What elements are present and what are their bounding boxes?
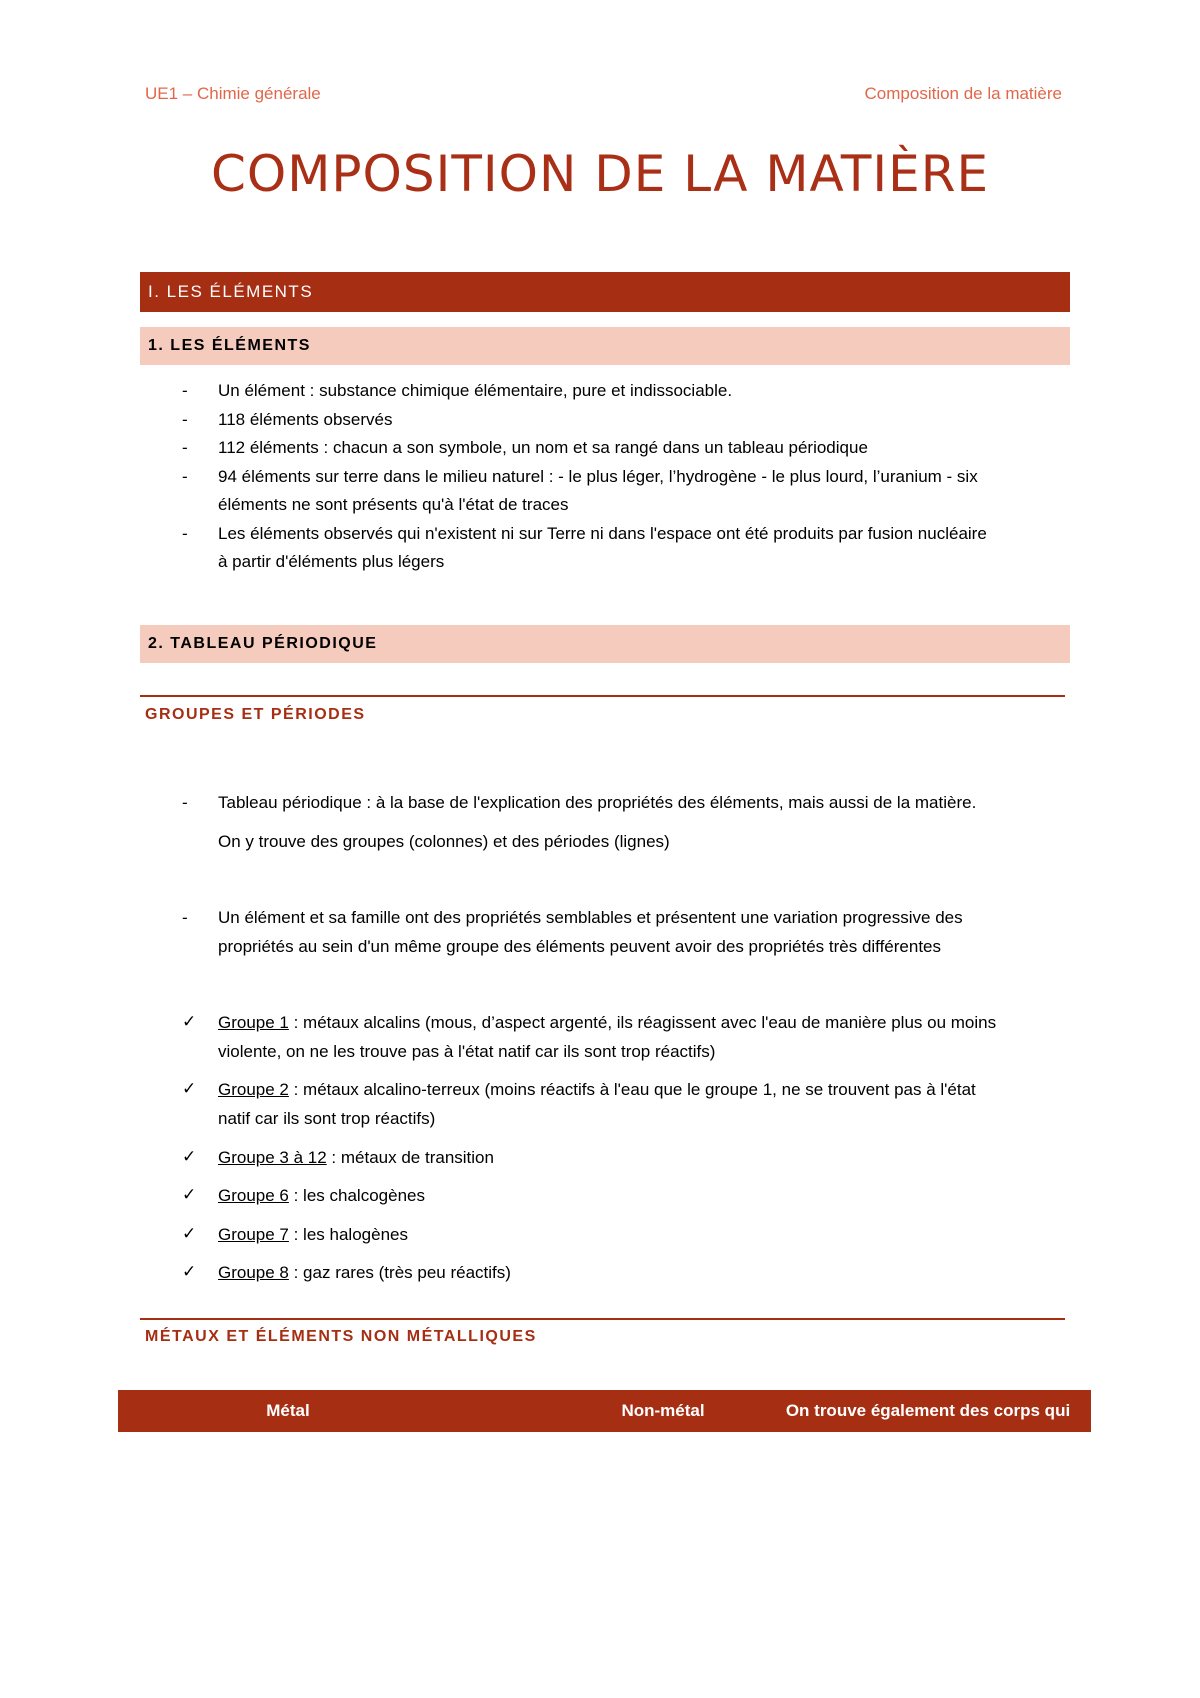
checklist-continuation: natif car ils sont trop réactifs) (218, 1109, 436, 1128)
paragraph-line: propriétés au sein d'un même groupe des éléments peuvent avoir des propriétés très différentes (218, 937, 942, 956)
divider (140, 1318, 1065, 1320)
dash-bullet: - (182, 908, 188, 927)
list-item-continuation: à partir d'éléments plus légers (218, 552, 445, 571)
divider (140, 695, 1065, 697)
section-heading-elements: I. LES ÉLÉMENTS (140, 272, 1070, 312)
table-header-cell: Métal (266, 1401, 310, 1420)
group-label: Groupe 3 à 12 (218, 1148, 327, 1167)
header-course-label: UE1 – Chimie générale (145, 84, 321, 103)
subheading-metals: MÉTAUX ET ÉLÉMENTS NON MÉTALLIQUES (145, 1328, 537, 1345)
list-item: - 118 éléments observés (182, 405, 1062, 434)
checklist-item: ✓ Groupe 8 : gaz rares (très peu réactifs) (182, 1258, 1062, 1287)
page-title: COMPOSITION DE LA MATIÈRE (210, 145, 990, 203)
checkmark-icon: ✓ (182, 1147, 197, 1167)
table-header-row (118, 1390, 1091, 1432)
list-item: - Un élément : substance chimique élémentaire, pure et indissociable. (182, 376, 1062, 405)
table-header-cell: Non-métal (621, 1401, 705, 1420)
subheading-groups-periods: GROUPES ET PÉRIODES (145, 706, 366, 723)
dash-bullet: - (182, 793, 188, 812)
list-item: - Les éléments observés qui n'existent ni sur Terre ni dans l'espace ont été produits par fusion nucléaire (182, 519, 1062, 548)
checklist-item: ✓ Groupe 6 : les chalcogènes (182, 1181, 1062, 1210)
checklist-continuation: violente, on ne les trouve pas à l'état natif car ils sont trop réactifs) (218, 1042, 716, 1061)
checklist-item: ✓ Groupe 2 : métaux alcalino-terreux (moins réactifs à l'eau que le groupe 1, ne se trouvent pas à l'état (182, 1075, 1062, 1104)
checkmark-icon: ✓ (182, 1079, 197, 1099)
group-label: Groupe 7 (218, 1225, 289, 1244)
dash-bullet: - (182, 438, 188, 457)
list-item: - 94 éléments sur terre dans le milieu naturel : - le plus léger, l’hydrogène - le plus lourd, l’uranium - six (182, 462, 1062, 491)
list-item: - Tableau périodique : à la base de l'explication des propriétés des éléments, mais aussi de la matière. (182, 788, 1062, 817)
checklist-item: ✓ Groupe 1 : métaux alcalins (mous, d’aspect argenté, ils réagissent avec l'eau de manière plus ou moins (182, 1008, 1062, 1037)
checklist-item: ✓ Groupe 7 : les halogènes (182, 1220, 1062, 1249)
dash-bullet: - (182, 467, 188, 486)
dash-bullet: - (182, 410, 188, 429)
group-label: Groupe 1 (218, 1013, 289, 1032)
table-header-cell: On trouve également des corps qui (785, 1401, 1071, 1420)
checkmark-icon: ✓ (182, 1012, 197, 1032)
list-item-continuation: éléments ne sont présents qu'à l'état de traces (218, 495, 569, 514)
subsection-heading-periodic-table: 2. TABLEAU PÉRIODIQUE (140, 625, 1070, 663)
checkmark-icon: ✓ (182, 1262, 197, 1282)
list-item: - 112 éléments : chacun a son symbole, un nom et sa rangé dans un tableau périodique (182, 433, 1062, 462)
dash-bullet: - (182, 524, 188, 543)
header-chapter-label: Composition de la matière (864, 84, 1062, 103)
checkmark-icon: ✓ (182, 1224, 197, 1244)
checklist-item: ✓ Groupe 3 à 12 : métaux de transition (182, 1143, 1062, 1172)
subsection-heading-elements: 1. LES ÉLÉMENTS (140, 327, 1070, 365)
dash-bullet: - (182, 381, 188, 400)
paragraph-line: On y trouve des groupes (colonnes) et des périodes (lignes) (218, 832, 670, 851)
group-label: Groupe 8 (218, 1263, 289, 1282)
group-label: Groupe 2 (218, 1080, 289, 1099)
group-label: Groupe 6 (218, 1186, 289, 1205)
checkmark-icon: ✓ (182, 1185, 197, 1205)
list-item: - Un élément et sa famille ont des propriétés semblables et présentent une variation progressive des (182, 903, 1062, 932)
